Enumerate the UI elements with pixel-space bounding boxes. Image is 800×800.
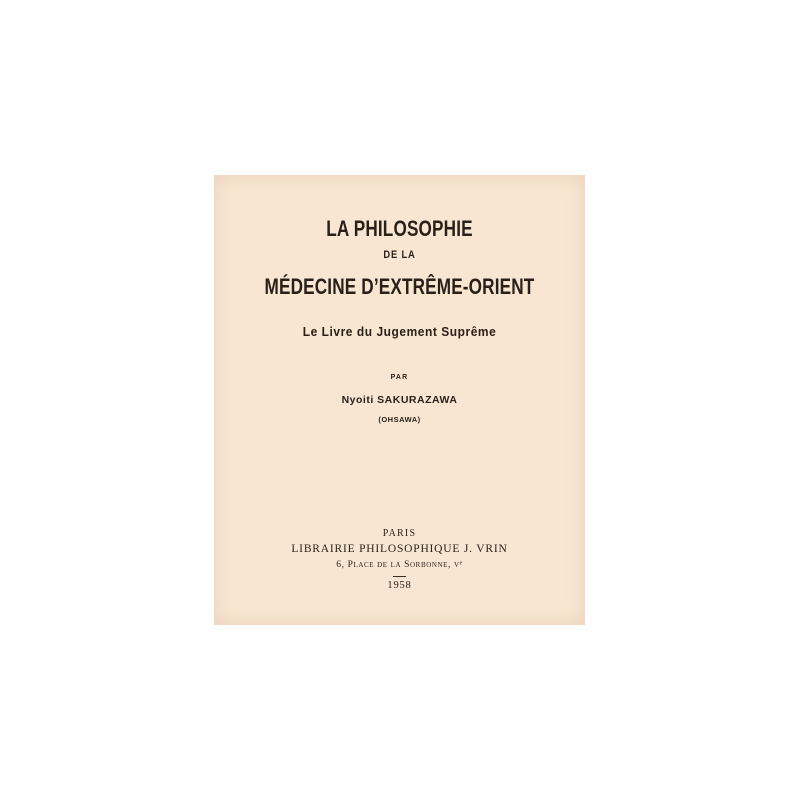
book-title-continued: MÉDECINE D’EXTRÊME-ORIENT (264, 274, 535, 299)
book-subtitle: Le Livre du Jugement Suprême (302, 324, 497, 339)
author-alias: (OHSAWA) (378, 415, 421, 424)
title-page (214, 175, 585, 625)
publication-city: PARIS (382, 528, 417, 539)
publisher-name: LIBRAIRIE PHILOSOPHIQUE J. VRIN (291, 543, 508, 555)
title-connector: DE LA (383, 249, 416, 261)
author-name: Nyoiti SAKURAZAWA (341, 394, 458, 406)
divider-rule (393, 576, 406, 577)
publication-year: 1958 (387, 580, 412, 591)
publisher-address: 6, Place de la Sorbonne, vᵉ (336, 560, 463, 570)
book-title: LA PHILOSOPHIE (326, 216, 473, 241)
by-line: PAR (390, 374, 409, 381)
